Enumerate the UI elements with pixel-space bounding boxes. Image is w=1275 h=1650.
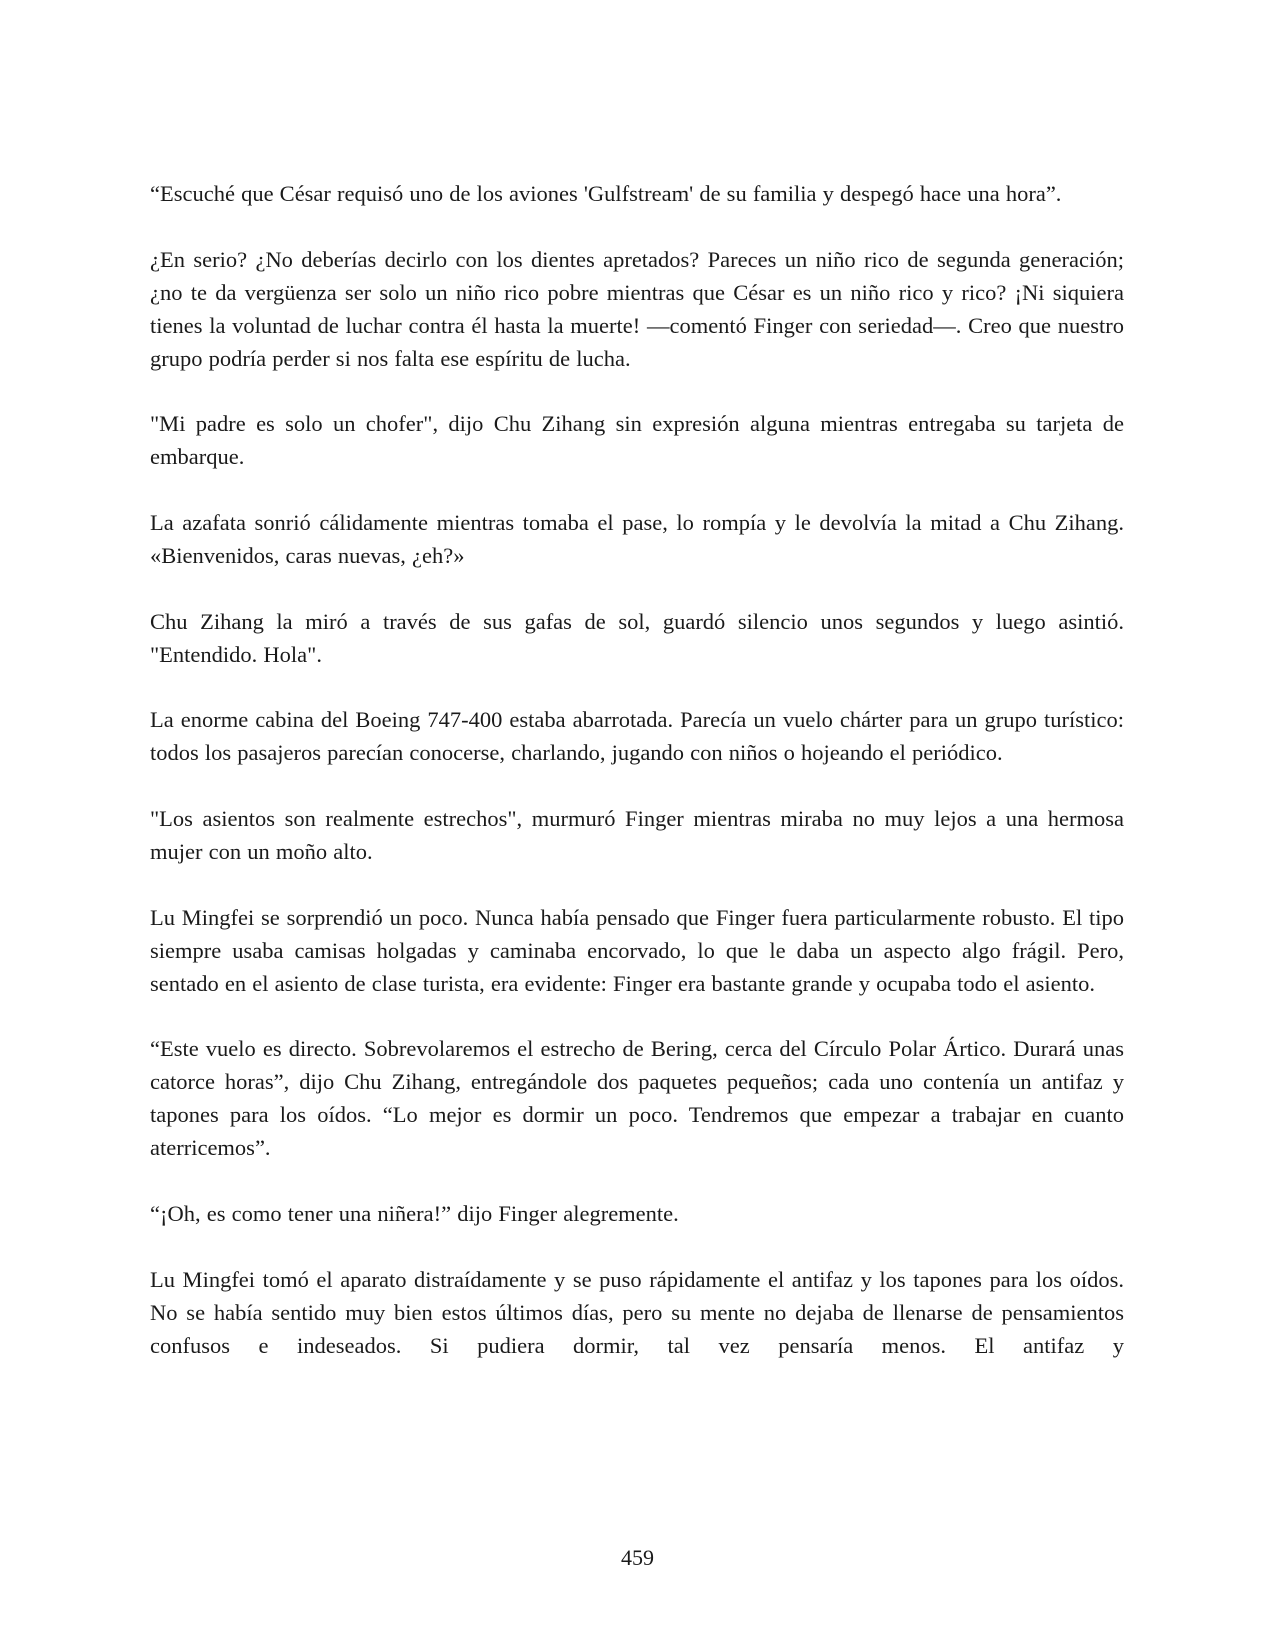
paragraph: ¿En serio? ¿No deberías decirlo con los dientes apretados? Pareces un niño rico de segunda generación; ¿no te da vergüenza ser solo un niño rico pobre mientras que César es un niño rico y rico? ¡Ni siquiera tienes la voluntad de luchar contra él hasta la muerte! —comentó Finger con seriedad—. Creo que nuestro grupo podría perder si nos falta ese espíritu de lucha. xyxy=(150,246,1124,371)
paragraph: "Los asientos son realmente estrechos", murmuró Finger mientras miraba no muy lejos a una hermosa mujer con un moño alto. xyxy=(150,806,1124,865)
paragraph: La enorme cabina del Boeing 747-400 estaba abarrotada. Parecía un vuelo chárter para un grupo turístico: todos los pasajeros parecían conocerse, charlando, jugando con niños o hojeando el periódico. xyxy=(150,707,1124,766)
paragraph: Chu Zihang la miró a través de sus gafas de sol, guardó silencio unos segundos y luego asintió. "Entendido. Hola". xyxy=(150,608,1124,667)
paragraph: “Este vuelo es directo. Sobrevolaremos el estrecho de Bering, cerca del Círculo Polar Ártico. Durará unas catorce horas”, dijo Chu Zihang, entregándole dos paquetes pequeños; cada uno contenía un antifaz y tapones para los oídos. “Lo mejor es dormir un poco. Tendremos que empezar a trabajar en cuanto aterricemos”. xyxy=(150,1036,1124,1161)
paragraph: “¡Oh, es como tener una niñera!” dijo Finger alegremente. xyxy=(150,1200,679,1226)
paragraph: Lu Mingfei tomó el aparato distraídamente y se puso rápidamente el antifaz y los tapones para los oídos. No se había sentido muy bien estos últimos días, pero su mente no dejaba de llenarse de pensamientos confusos e indeseados. Si pudiera dormir, tal vez pensaría menos. El antifaz y xyxy=(150,1266,1124,1358)
paragraph: Lu Mingfei se sorprendió un poco. Nunca había pensado que Finger fuera particularmente robusto. El tipo siempre usaba camisas holgadas y caminaba encorvado, lo que le daba un aspecto algo frágil. Pero, sentado en el asiento de clase turista, era evidente: Finger era bastante grande y ocupaba todo el asiento. xyxy=(150,904,1124,996)
page-number: 459 xyxy=(621,1545,654,1570)
page-body xyxy=(150,178,1124,1395)
paragraph: "Mi padre es solo un chofer", dijo Chu Zihang sin expresión alguna mientras entregaba su tarjeta de embarque. xyxy=(150,411,1124,470)
paragraph: La azafata sonrió cálidamente mientras tomaba el pase, lo rompía y le devolvía la mitad a Chu Zihang. «Bienvenidos, caras nuevas, ¿eh?» xyxy=(150,510,1124,568)
paragraph: “Escuché que César requisó uno de los aviones 'Gulfstream' de su familia y despegó hace una hora”. xyxy=(150,181,1062,206)
